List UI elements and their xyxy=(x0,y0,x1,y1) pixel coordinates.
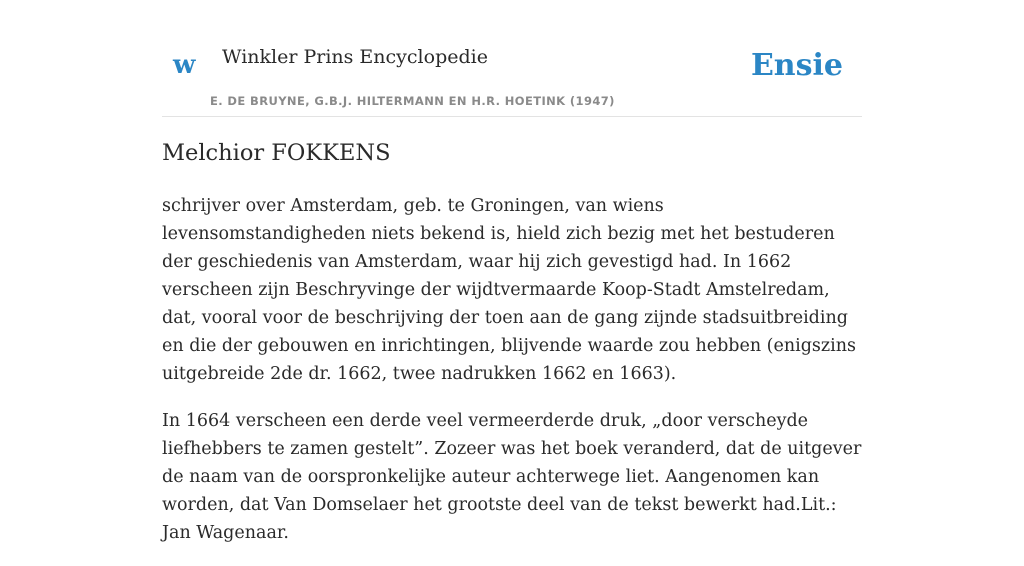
entry-title: Melchior FOKKENS xyxy=(162,140,391,166)
entry-body xyxy=(162,192,866,566)
entry-paragraph-1: schrijver over Amsterdam, geb. te Groningen, van wiens levensomstandigheden niets bekend is, hield zich bezig met het bestuderen der geschiedenis van Amsterdam, waar hij zich gevestigd had. In 1662 verscheen zijn Beschryvinge der wijdtvermaarde Koop-Stadt Amstelredam, dat, vooral voor de beschrijving der toen aan de gang zijnde stadsuitbreiding en die der gebouwen en inrichtingen, blijvende waarde zou hebben (enigszins uitgebreide 2de dr. 1662, twee nadrukken 1662 en 1663). xyxy=(162,196,856,384)
ensie-logo[interactable]: Ensie xyxy=(750,48,843,83)
winkler-prins-logo[interactable]: w xyxy=(173,50,196,80)
entry-paragraph-2: In 1664 verscheen een derde veel vermeerderde druk, „door verscheyde liefhebbers te zamen gestelt”. Zozeer was het boek veranderd, dat de uitgever de naam van de oorspronkelijke auteur achterwege liet. Aangenomen kan worden, dat Van Domselaer het grootste deel van de tekst bewerkt had.Lit.: Jan Wagenaar. xyxy=(162,411,862,543)
book-title-link[interactable]: Winkler Prins Encyclopedie xyxy=(222,46,488,68)
site-header xyxy=(162,38,862,117)
book-authors: E. DE BRUYNE, G.B.J. HILTERMANN EN H.R. HOETINK (1947) xyxy=(210,94,615,108)
